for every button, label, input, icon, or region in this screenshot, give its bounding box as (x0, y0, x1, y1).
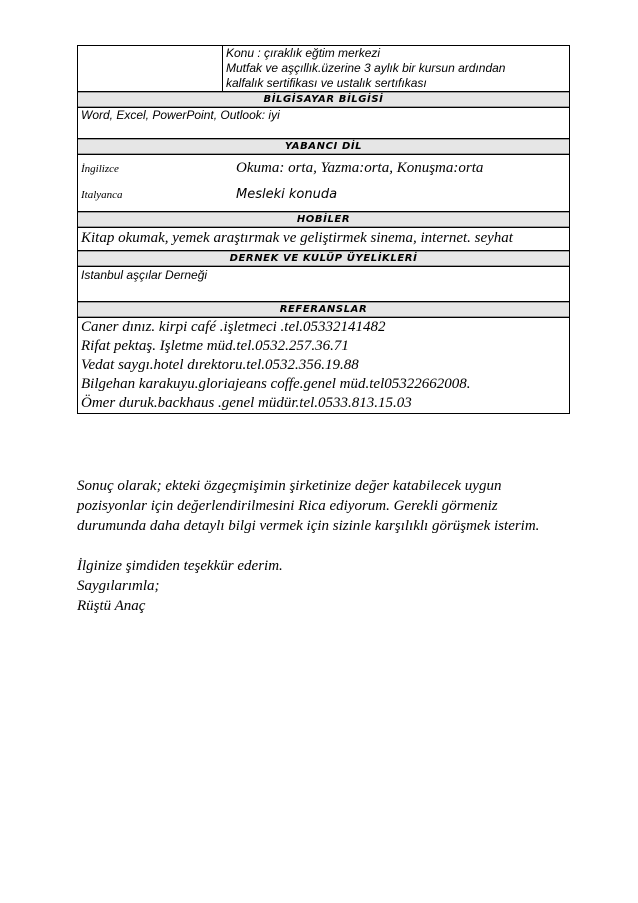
computer-skills: Word, Excel, PowerPoint, Outlook: iyi (78, 108, 570, 139)
language-name: Italyanca (81, 189, 123, 201)
associations-heading: DERNEK VE KULÜP ÜYELİKLERİ (78, 251, 570, 267)
reference-item: Rifat pektaş. Işletme müd.tel.0532.257.36.71 (81, 338, 349, 354)
course-label-cell (78, 46, 223, 92)
closing-section (77, 476, 577, 616)
language-level: Mesleki konuda (236, 187, 338, 202)
language-name: İngilizce (81, 163, 119, 175)
computer-heading: BİLGİSAYAR BİLGİSİ (78, 92, 570, 108)
reference-item: Caner dınız. kirpi café .işletmeci .tel.05332141482 (81, 319, 386, 335)
course-line: Mutfak ve aşçıllık.üzerine 3 aylık bir kursun ardından (226, 61, 506, 75)
associations-text: Istanbul aşçılar Derneği (78, 267, 570, 302)
thanks-line: İlginize şimdiden teşekkür ederim. (77, 558, 283, 574)
course-line: kalfalık sertifikası ve ustalık sertıfıkası (226, 76, 427, 90)
regards-line: Saygılarımla; (77, 578, 160, 594)
reference-item: Bilgehan karakuyu.gloriajeans coffe.genel müd.tel05322662008. (81, 376, 471, 392)
closing-paragraph-line: durumunda daha detaylı bilgi vermek için sizinle karşılıklı görüşmek isterim. (77, 518, 540, 534)
signature-name: Rüştü Anaç (77, 598, 146, 614)
language-row (78, 183, 569, 211)
hobbies-heading: HOBİLER (78, 212, 570, 228)
reference-item: Ömer duruk.backhaus .genel müdür.tel.0533.813.15.03 (81, 395, 412, 411)
language-row (78, 155, 569, 183)
course-details (223, 46, 570, 92)
closing-paragraph-line: Sonuç olarak; ekteki özgeçmişimin şirketinize değer katabilecek uygun (77, 478, 502, 494)
cv-table (77, 45, 570, 414)
language-cell (78, 155, 570, 212)
course-row (78, 46, 570, 92)
language-level: Okuma: orta, Yazma:orta, Konuşma:orta (236, 160, 484, 176)
hobbies-text: Kitap okumak, yemek araştırmak ve geliştirmek sinema, internet. seyhat (78, 228, 570, 251)
course-line: Konu : çıraklık eğtim merkezi (226, 46, 381, 60)
references-heading: REFERANSLAR (78, 302, 570, 318)
closing-paragraph-line: pozisyonlar için değerlendirilmesini Rica ediyorum. Gerekli görmeniz (77, 498, 498, 514)
reference-item: Vedat saygı.hotel dırektoru.tel.0532.356.19.88 (81, 357, 359, 373)
references-list (78, 318, 570, 414)
language-heading: YABANCI DİL (78, 139, 570, 155)
